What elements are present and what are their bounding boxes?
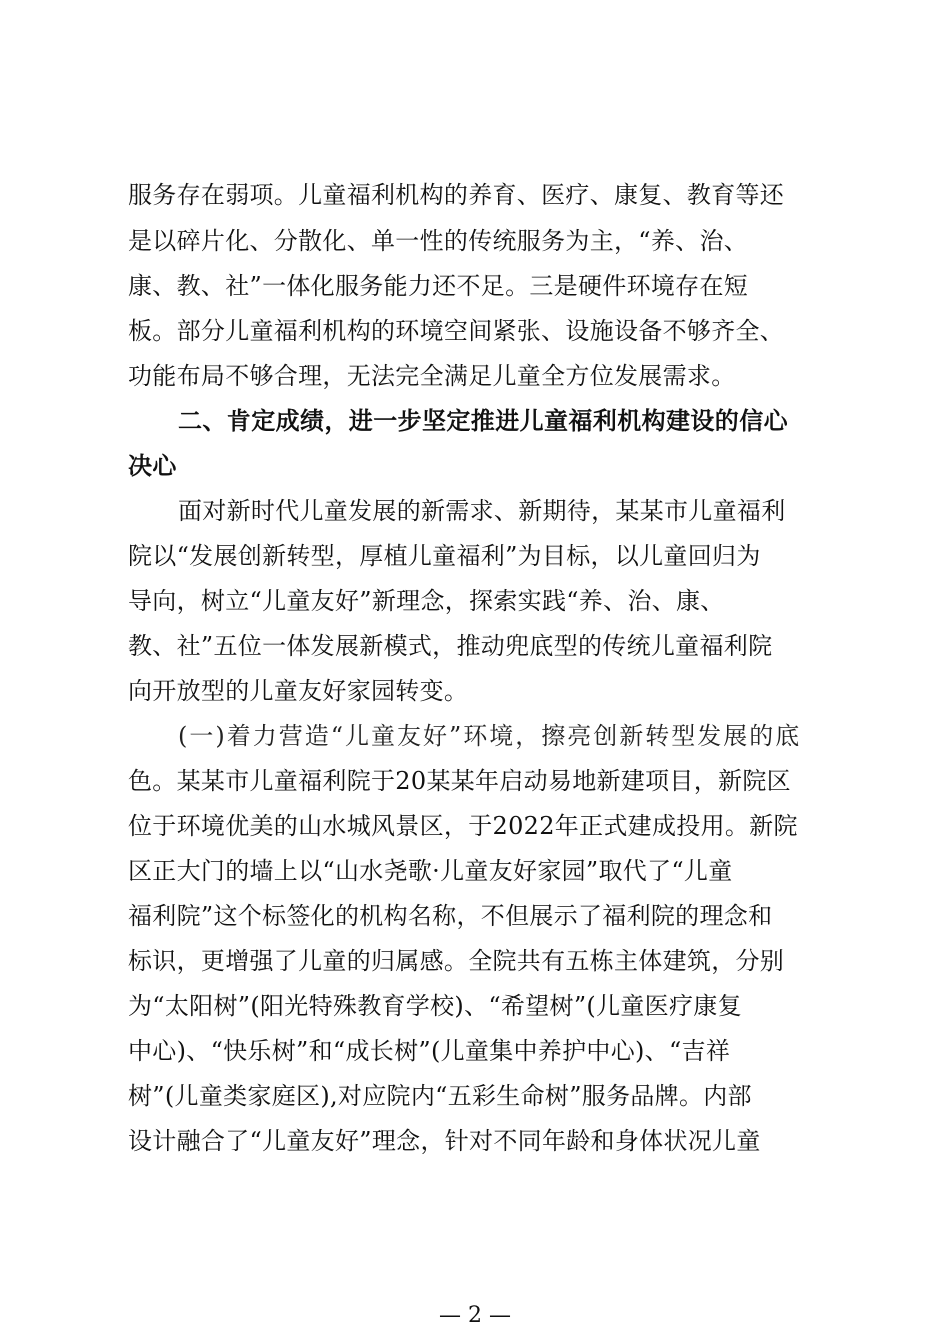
body-text-line: 设计融合了“儿童友好”理念，针对不同年龄和身体状况儿童 [128, 1127, 761, 1155]
subsection-heading: (一)着力营造“儿童友好”环境，擦亮创新转型发展的底 [178, 722, 802, 750]
body-text-line: 为“太阳树”(阳光特殊教育学校)、“希望树”(儿童医疗康复 [128, 992, 742, 1020]
body-text-line: 中心)、“快乐树”和“成长树”(儿童集中养护中心)、“吉祥 [128, 1037, 731, 1065]
body-text-line: 福利院”这个标签化的机构名称，不但展示了福利院的理念和 [128, 902, 773, 930]
body-text-line: 是以碎片化、分散化、单一性的传统服务为主，“养、治、 [128, 227, 749, 255]
body-text-line: 板。部分儿童福利机构的环境空间紧张、设施设备不够齐全、 [128, 317, 785, 345]
body-text-line: 院以“发展创新转型，厚植儿童福利”为目标，以儿童回归为 [128, 542, 761, 570]
body-text-line: 教、社”五位一体发展新模式，推动兜底型的传统儿童福利院 [128, 632, 773, 660]
body-text-line: 树”(儿童类家庭区),对应院内“五彩生命树”服务品牌。内部 [128, 1082, 752, 1110]
section-heading-continued: 决心 [128, 452, 177, 480]
section-heading: 二、肯定成绩，进一步坚定推进儿童福利机构建设的信心 [178, 407, 788, 435]
body-text-line: 区正大门的墙上以“山水尧歌·儿童友好家园”取代了“儿童 [128, 857, 733, 885]
body-text-line: 服务存在弱项。儿童福利机构的养育、医疗、康复、教育等还 [128, 181, 785, 209]
body-text-line: 向开放型的儿童友好家园转变。 [128, 677, 469, 705]
body-text-line: 位于环境优美的山水城风景区，于2022年正式建成投用。新院 [128, 812, 798, 840]
body-text-line: 色。某某市儿童福利院于20某某年启动易地新建项目，新院区 [128, 767, 791, 795]
body-text-line: 标识，更增强了儿童的归属感。全院共有五栋主体建筑，分别 [128, 947, 785, 975]
body-text-line: 导向，树立“儿童友好”新理念，探索实践“养、治、康、 [128, 587, 725, 615]
body-text-line: 功能布局不够合理，无法完全满足儿童全方位发展需求。 [128, 362, 736, 390]
body-text-line: 面对新时代儿童发展的新需求、新期待，某某市儿童福利 [178, 497, 786, 525]
body-text-line: 康、教、社”一体化服务能力还不足。三是硬件环境存在短 [128, 272, 749, 300]
page-number: — 2 — [439, 1303, 511, 1328]
